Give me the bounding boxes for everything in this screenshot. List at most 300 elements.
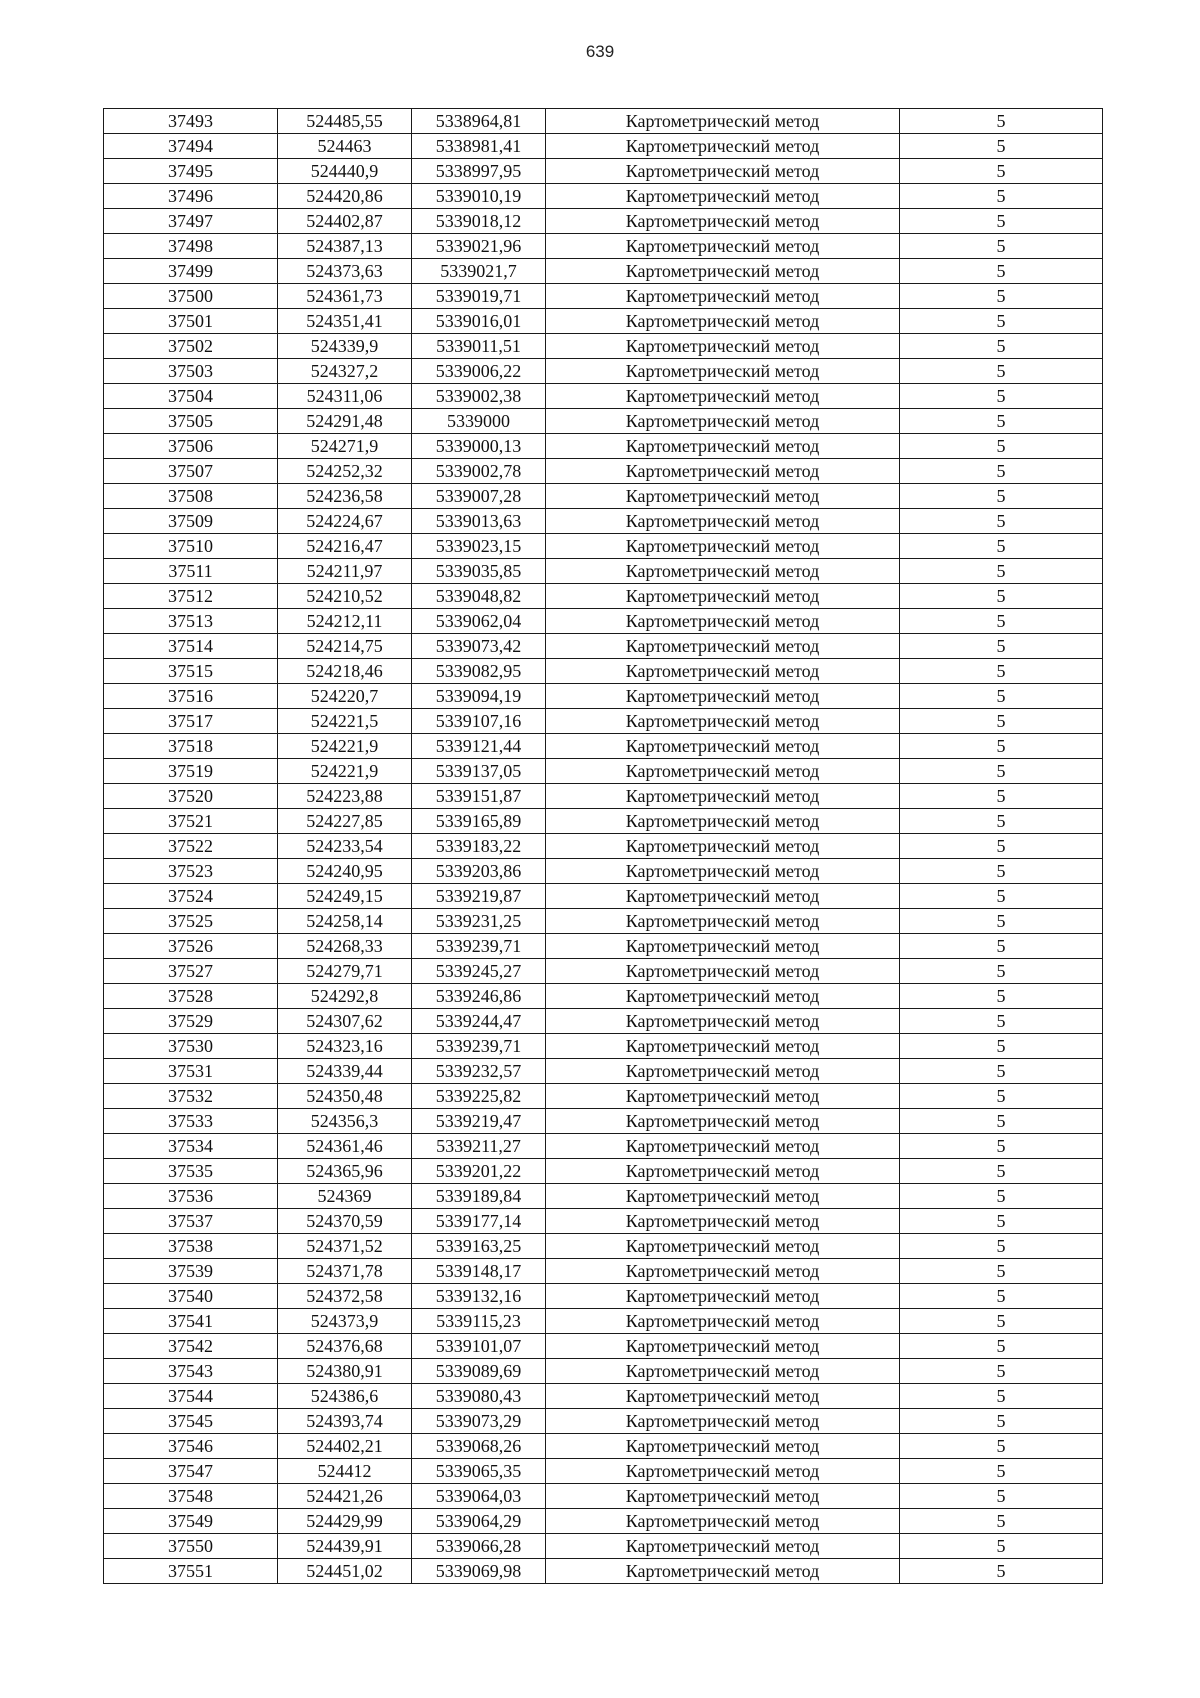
point-number-cell: 37548 <box>104 1484 278 1509</box>
method-cell: Картометрический метод <box>546 934 900 959</box>
y-coordinate-cell: 5339107,16 <box>412 709 546 734</box>
point-number-cell: 37527 <box>104 959 278 984</box>
accuracy-cell: 5 <box>900 1459 1103 1484</box>
y-coordinate-cell: 5339048,82 <box>412 584 546 609</box>
point-number-cell: 37504 <box>104 384 278 409</box>
accuracy-cell: 5 <box>900 834 1103 859</box>
method-cell: Картометрический метод <box>546 334 900 359</box>
point-number-cell: 37547 <box>104 1459 278 1484</box>
accuracy-cell: 5 <box>900 534 1103 559</box>
method-cell: Картометрический метод <box>546 834 900 859</box>
accuracy-cell: 5 <box>900 959 1103 984</box>
accuracy-cell: 5 <box>900 1384 1103 1409</box>
accuracy-cell: 5 <box>900 1034 1103 1059</box>
y-coordinate-cell: 5339013,63 <box>412 509 546 534</box>
method-cell: Картометрический метод <box>546 784 900 809</box>
table-row <box>104 784 1103 809</box>
x-coordinate-cell: 524387,13 <box>278 234 412 259</box>
point-number-cell: 37535 <box>104 1159 278 1184</box>
accuracy-cell: 5 <box>900 809 1103 834</box>
y-coordinate-cell: 5339068,26 <box>412 1434 546 1459</box>
x-coordinate-cell: 524386,6 <box>278 1384 412 1409</box>
y-coordinate-cell: 5339000,13 <box>412 434 546 459</box>
point-number-cell: 37538 <box>104 1234 278 1259</box>
accuracy-cell: 5 <box>900 1009 1103 1034</box>
method-cell: Картометрический метод <box>546 309 900 334</box>
point-number-cell: 37536 <box>104 1184 278 1209</box>
table-row <box>104 1334 1103 1359</box>
method-cell: Картометрический метод <box>546 884 900 909</box>
table-row <box>104 1009 1103 1034</box>
x-coordinate-cell: 524252,32 <box>278 459 412 484</box>
table-row <box>104 1384 1103 1409</box>
accuracy-cell: 5 <box>900 934 1103 959</box>
x-coordinate-cell: 524361,73 <box>278 284 412 309</box>
table-row <box>104 1459 1103 1484</box>
table-row <box>104 1234 1103 1259</box>
x-coordinate-cell: 524271,9 <box>278 434 412 459</box>
method-cell: Картометрический метод <box>546 184 900 209</box>
point-number-cell: 37497 <box>104 209 278 234</box>
point-number-cell: 37525 <box>104 909 278 934</box>
x-coordinate-cell: 524233,54 <box>278 834 412 859</box>
x-coordinate-cell: 524365,96 <box>278 1159 412 1184</box>
y-coordinate-cell: 5339021,7 <box>412 259 546 284</box>
method-cell: Картометрический метод <box>546 109 900 134</box>
x-coordinate-cell: 524258,14 <box>278 909 412 934</box>
y-coordinate-cell: 5339018,12 <box>412 209 546 234</box>
y-coordinate-cell: 5339244,47 <box>412 1009 546 1034</box>
accuracy-cell: 5 <box>900 259 1103 284</box>
accuracy-cell: 5 <box>900 559 1103 584</box>
y-coordinate-cell: 5339151,87 <box>412 784 546 809</box>
x-coordinate-cell: 524212,11 <box>278 609 412 634</box>
y-coordinate-cell: 5339211,27 <box>412 1134 546 1159</box>
x-coordinate-cell: 524370,59 <box>278 1209 412 1234</box>
point-number-cell: 37531 <box>104 1059 278 1084</box>
point-number-cell: 37495 <box>104 159 278 184</box>
y-coordinate-cell: 5339183,22 <box>412 834 546 859</box>
table-row <box>104 884 1103 909</box>
method-cell: Картометрический метод <box>546 1509 900 1534</box>
accuracy-cell: 5 <box>900 734 1103 759</box>
table-row <box>104 484 1103 509</box>
x-coordinate-cell: 524463 <box>278 134 412 159</box>
accuracy-cell: 5 <box>900 1334 1103 1359</box>
accuracy-cell: 5 <box>900 309 1103 334</box>
point-number-cell: 37533 <box>104 1109 278 1134</box>
accuracy-cell: 5 <box>900 1159 1103 1184</box>
table-row <box>104 1159 1103 1184</box>
point-number-cell: 37551 <box>104 1559 278 1584</box>
point-number-cell: 37516 <box>104 684 278 709</box>
method-cell: Картометрический метод <box>546 634 900 659</box>
accuracy-cell: 5 <box>900 1309 1103 1334</box>
x-coordinate-cell: 524356,3 <box>278 1109 412 1134</box>
method-cell: Картометрический метод <box>546 734 900 759</box>
accuracy-cell: 5 <box>900 634 1103 659</box>
accuracy-cell: 5 <box>900 709 1103 734</box>
point-number-cell: 37499 <box>104 259 278 284</box>
y-coordinate-cell: 5339232,57 <box>412 1059 546 1084</box>
table-row <box>104 584 1103 609</box>
accuracy-cell: 5 <box>900 209 1103 234</box>
y-coordinate-cell: 5339073,42 <box>412 634 546 659</box>
x-coordinate-cell: 524268,33 <box>278 934 412 959</box>
method-cell: Картометрический метод <box>546 359 900 384</box>
method-cell: Картометрический метод <box>546 434 900 459</box>
x-coordinate-cell: 524361,46 <box>278 1134 412 1159</box>
table-row <box>104 1084 1103 1109</box>
accuracy-cell: 5 <box>900 1409 1103 1434</box>
y-coordinate-cell: 5339016,01 <box>412 309 546 334</box>
accuracy-cell: 5 <box>900 784 1103 809</box>
accuracy-cell: 5 <box>900 1084 1103 1109</box>
x-coordinate-cell: 524373,63 <box>278 259 412 284</box>
table-row <box>104 1534 1103 1559</box>
method-cell: Картометрический метод <box>546 1259 900 1284</box>
method-cell: Картометрический метод <box>546 1359 900 1384</box>
accuracy-cell: 5 <box>900 1209 1103 1234</box>
x-coordinate-cell: 524307,62 <box>278 1009 412 1034</box>
point-number-cell: 37549 <box>104 1509 278 1534</box>
y-coordinate-cell: 5339246,86 <box>412 984 546 1009</box>
table-row <box>104 609 1103 634</box>
y-coordinate-cell: 5339064,03 <box>412 1484 546 1509</box>
accuracy-cell: 5 <box>900 1284 1103 1309</box>
table-row <box>104 134 1103 159</box>
accuracy-cell: 5 <box>900 234 1103 259</box>
table-row <box>104 159 1103 184</box>
point-number-cell: 37496 <box>104 184 278 209</box>
x-coordinate-cell: 524376,68 <box>278 1334 412 1359</box>
method-cell: Картометрический метод <box>546 259 900 284</box>
method-cell: Картометрический метод <box>546 909 900 934</box>
x-coordinate-cell: 524224,67 <box>278 509 412 534</box>
y-coordinate-cell: 5339101,07 <box>412 1334 546 1359</box>
x-coordinate-cell: 524214,75 <box>278 634 412 659</box>
method-cell: Картометрический метод <box>546 1459 900 1484</box>
x-coordinate-cell: 524216,47 <box>278 534 412 559</box>
method-cell: Картометрический метод <box>546 1034 900 1059</box>
method-cell: Картометрический метод <box>546 1409 900 1434</box>
accuracy-cell: 5 <box>900 1359 1103 1384</box>
method-cell: Картометрический метод <box>546 609 900 634</box>
table-row <box>104 1484 1103 1509</box>
table-row <box>104 1259 1103 1284</box>
table-row <box>104 1209 1103 1234</box>
y-coordinate-cell: 5338981,41 <box>412 134 546 159</box>
point-number-cell: 37510 <box>104 534 278 559</box>
y-coordinate-cell: 5339148,17 <box>412 1259 546 1284</box>
point-number-cell: 37514 <box>104 634 278 659</box>
method-cell: Картометрический метод <box>546 1484 900 1509</box>
point-number-cell: 37500 <box>104 284 278 309</box>
method-cell: Картометрический метод <box>546 484 900 509</box>
point-number-cell: 37502 <box>104 334 278 359</box>
point-number-cell: 37542 <box>104 1334 278 1359</box>
point-number-cell: 37513 <box>104 609 278 634</box>
table-row <box>104 1059 1103 1084</box>
method-cell: Картометрический метод <box>546 534 900 559</box>
table-row <box>104 1284 1103 1309</box>
table-row <box>104 684 1103 709</box>
accuracy-cell: 5 <box>900 484 1103 509</box>
point-number-cell: 37534 <box>104 1134 278 1159</box>
y-coordinate-cell: 5339239,71 <box>412 934 546 959</box>
accuracy-cell: 5 <box>900 609 1103 634</box>
x-coordinate-cell: 524373,9 <box>278 1309 412 1334</box>
accuracy-cell: 5 <box>900 759 1103 784</box>
point-number-cell: 37509 <box>104 509 278 534</box>
x-coordinate-cell: 524236,58 <box>278 484 412 509</box>
point-number-cell: 37540 <box>104 1284 278 1309</box>
x-coordinate-cell: 524291,48 <box>278 409 412 434</box>
method-cell: Картометрический метод <box>546 1284 900 1309</box>
y-coordinate-cell: 5339021,96 <box>412 234 546 259</box>
x-coordinate-cell: 524211,97 <box>278 559 412 584</box>
x-coordinate-cell: 524380,91 <box>278 1359 412 1384</box>
point-number-cell: 37493 <box>104 109 278 134</box>
table-row <box>104 1434 1103 1459</box>
point-number-cell: 37494 <box>104 134 278 159</box>
point-number-cell: 37522 <box>104 834 278 859</box>
table-row <box>104 909 1103 934</box>
y-coordinate-cell: 5339065,35 <box>412 1459 546 1484</box>
table-row <box>104 259 1103 284</box>
table-row <box>104 1134 1103 1159</box>
x-coordinate-cell: 524372,58 <box>278 1284 412 1309</box>
point-number-cell: 37530 <box>104 1034 278 1059</box>
method-cell: Картометрический метод <box>546 1334 900 1359</box>
accuracy-cell: 5 <box>900 459 1103 484</box>
method-cell: Картометрический метод <box>546 384 900 409</box>
table-row <box>104 734 1103 759</box>
accuracy-cell: 5 <box>900 409 1103 434</box>
point-number-cell: 37537 <box>104 1209 278 1234</box>
x-coordinate-cell: 524412 <box>278 1459 412 1484</box>
method-cell: Картометрический метод <box>546 1559 900 1584</box>
accuracy-cell: 5 <box>900 1509 1103 1534</box>
method-cell: Картометрический метод <box>546 159 900 184</box>
x-coordinate-cell: 524351,41 <box>278 309 412 334</box>
x-coordinate-cell: 524371,78 <box>278 1259 412 1284</box>
point-number-cell: 37511 <box>104 559 278 584</box>
method-cell: Картометрический метод <box>546 1309 900 1334</box>
point-number-cell: 37508 <box>104 484 278 509</box>
accuracy-cell: 5 <box>900 909 1103 934</box>
table-row <box>104 434 1103 459</box>
y-coordinate-cell: 5339115,23 <box>412 1309 546 1334</box>
x-coordinate-cell: 524227,85 <box>278 809 412 834</box>
y-coordinate-cell: 5339064,29 <box>412 1509 546 1534</box>
accuracy-cell: 5 <box>900 384 1103 409</box>
x-coordinate-cell: 524327,2 <box>278 359 412 384</box>
accuracy-cell: 5 <box>900 1534 1103 1559</box>
y-coordinate-cell: 5339000 <box>412 409 546 434</box>
y-coordinate-cell: 5339006,22 <box>412 359 546 384</box>
method-cell: Картометрический метод <box>546 859 900 884</box>
x-coordinate-cell: 524221,9 <box>278 734 412 759</box>
x-coordinate-cell: 524421,26 <box>278 1484 412 1509</box>
point-number-cell: 37517 <box>104 709 278 734</box>
method-cell: Картометрический метод <box>546 234 900 259</box>
y-coordinate-cell: 5339062,04 <box>412 609 546 634</box>
table-row <box>104 509 1103 534</box>
y-coordinate-cell: 5339165,89 <box>412 809 546 834</box>
point-number-cell: 37501 <box>104 309 278 334</box>
x-coordinate-cell: 524451,02 <box>278 1559 412 1584</box>
table-row <box>104 1184 1103 1209</box>
coordinates-table-body <box>104 109 1103 1584</box>
y-coordinate-cell: 5339066,28 <box>412 1534 546 1559</box>
y-coordinate-cell: 5339245,27 <box>412 959 546 984</box>
accuracy-cell: 5 <box>900 1434 1103 1459</box>
table-row <box>104 409 1103 434</box>
x-coordinate-cell: 524350,48 <box>278 1084 412 1109</box>
table-row <box>104 959 1103 984</box>
point-number-cell: 37518 <box>104 734 278 759</box>
point-number-cell: 37546 <box>104 1434 278 1459</box>
method-cell: Картометрический метод <box>546 1234 900 1259</box>
x-coordinate-cell: 524221,9 <box>278 759 412 784</box>
method-cell: Картометрический метод <box>546 1009 900 1034</box>
method-cell: Картометрический метод <box>546 684 900 709</box>
table-row <box>104 1359 1103 1384</box>
x-coordinate-cell: 524420,86 <box>278 184 412 209</box>
table-row <box>104 1109 1103 1134</box>
table-row <box>104 659 1103 684</box>
accuracy-cell: 5 <box>900 1184 1103 1209</box>
x-coordinate-cell: 524249,15 <box>278 884 412 909</box>
x-coordinate-cell: 524240,95 <box>278 859 412 884</box>
point-number-cell: 37539 <box>104 1259 278 1284</box>
point-number-cell: 37529 <box>104 1009 278 1034</box>
method-cell: Картометрический метод <box>546 1384 900 1409</box>
accuracy-cell: 5 <box>900 284 1103 309</box>
accuracy-cell: 5 <box>900 1259 1103 1284</box>
y-coordinate-cell: 5339177,14 <box>412 1209 546 1234</box>
y-coordinate-cell: 5339023,15 <box>412 534 546 559</box>
y-coordinate-cell: 5339002,78 <box>412 459 546 484</box>
y-coordinate-cell: 5339219,47 <box>412 1109 546 1134</box>
accuracy-cell: 5 <box>900 1059 1103 1084</box>
method-cell: Картометрический метод <box>546 709 900 734</box>
point-number-cell: 37505 <box>104 409 278 434</box>
method-cell: Картометрический метод <box>546 659 900 684</box>
point-number-cell: 37503 <box>104 359 278 384</box>
y-coordinate-cell: 5339121,44 <box>412 734 546 759</box>
accuracy-cell: 5 <box>900 134 1103 159</box>
y-coordinate-cell: 5339010,19 <box>412 184 546 209</box>
y-coordinate-cell: 5339094,19 <box>412 684 546 709</box>
method-cell: Картометрический метод <box>546 1109 900 1134</box>
table-row <box>104 234 1103 259</box>
point-number-cell: 37543 <box>104 1359 278 1384</box>
accuracy-cell: 5 <box>900 659 1103 684</box>
method-cell: Картометрический метод <box>546 1134 900 1159</box>
x-coordinate-cell: 524339,44 <box>278 1059 412 1084</box>
table-row <box>104 459 1103 484</box>
x-coordinate-cell: 524210,52 <box>278 584 412 609</box>
method-cell: Картометрический метод <box>546 809 900 834</box>
table-row <box>104 1309 1103 1334</box>
method-cell: Картометрический метод <box>546 1534 900 1559</box>
table-row <box>104 334 1103 359</box>
accuracy-cell: 5 <box>900 159 1103 184</box>
x-coordinate-cell: 524429,99 <box>278 1509 412 1534</box>
table-row <box>104 359 1103 384</box>
y-coordinate-cell: 5339035,85 <box>412 559 546 584</box>
y-coordinate-cell: 5339163,25 <box>412 1234 546 1259</box>
y-coordinate-cell: 5339011,51 <box>412 334 546 359</box>
point-number-cell: 37532 <box>104 1084 278 1109</box>
point-number-cell: 37512 <box>104 584 278 609</box>
y-coordinate-cell: 5338964,81 <box>412 109 546 134</box>
method-cell: Картометрический метод <box>546 284 900 309</box>
x-coordinate-cell: 524292,8 <box>278 984 412 1009</box>
method-cell: Картометрический метод <box>546 409 900 434</box>
point-number-cell: 37523 <box>104 859 278 884</box>
point-number-cell: 37545 <box>104 1409 278 1434</box>
point-number-cell: 37506 <box>104 434 278 459</box>
method-cell: Картометрический метод <box>546 584 900 609</box>
accuracy-cell: 5 <box>900 1484 1103 1509</box>
y-coordinate-cell: 5339225,82 <box>412 1084 546 1109</box>
method-cell: Картометрический метод <box>546 1434 900 1459</box>
table-row <box>104 559 1103 584</box>
table-row <box>104 1409 1103 1434</box>
point-number-cell: 37526 <box>104 934 278 959</box>
y-coordinate-cell: 5339189,84 <box>412 1184 546 1209</box>
table-row <box>104 109 1103 134</box>
x-coordinate-cell: 524485,55 <box>278 109 412 134</box>
table-row <box>104 309 1103 334</box>
page-number: 639 <box>585 42 615 61</box>
x-coordinate-cell: 524218,46 <box>278 659 412 684</box>
table-row <box>104 634 1103 659</box>
table-row <box>104 934 1103 959</box>
y-coordinate-cell: 5339089,69 <box>412 1359 546 1384</box>
table-row <box>104 984 1103 1009</box>
table-row <box>104 534 1103 559</box>
accuracy-cell: 5 <box>900 359 1103 384</box>
point-number-cell: 37515 <box>104 659 278 684</box>
accuracy-cell: 5 <box>900 109 1103 134</box>
y-coordinate-cell: 5339231,25 <box>412 909 546 934</box>
table-row <box>104 809 1103 834</box>
accuracy-cell: 5 <box>900 1109 1103 1134</box>
table-row <box>104 759 1103 784</box>
y-coordinate-cell: 5339073,29 <box>412 1409 546 1434</box>
x-coordinate-cell: 524440,9 <box>278 159 412 184</box>
method-cell: Картометрический метод <box>546 1209 900 1234</box>
method-cell: Картометрический метод <box>546 209 900 234</box>
y-coordinate-cell: 5339069,98 <box>412 1559 546 1584</box>
accuracy-cell: 5 <box>900 684 1103 709</box>
x-coordinate-cell: 524402,87 <box>278 209 412 234</box>
point-number-cell: 37520 <box>104 784 278 809</box>
method-cell: Картометрический метод <box>546 984 900 1009</box>
x-coordinate-cell: 524402,21 <box>278 1434 412 1459</box>
y-coordinate-cell: 5339219,87 <box>412 884 546 909</box>
accuracy-cell: 5 <box>900 884 1103 909</box>
table-row <box>104 1509 1103 1534</box>
y-coordinate-cell: 5338997,95 <box>412 159 546 184</box>
x-coordinate-cell: 524279,71 <box>278 959 412 984</box>
accuracy-cell: 5 <box>900 1559 1103 1584</box>
table-row <box>104 284 1103 309</box>
